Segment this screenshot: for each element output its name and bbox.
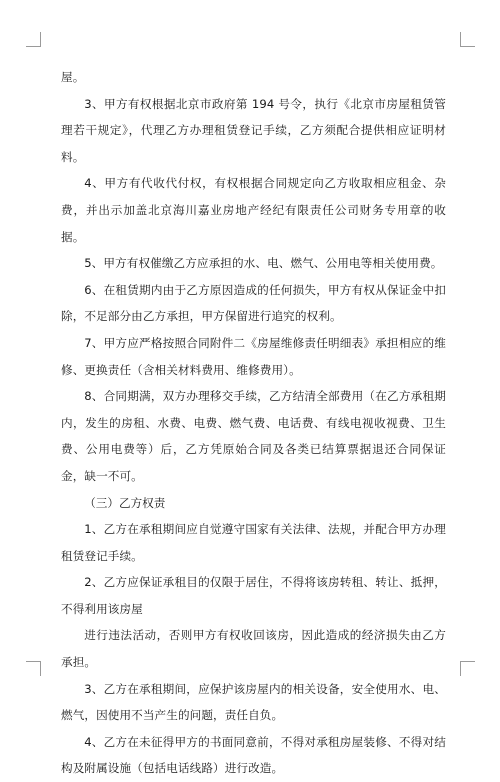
tenant-clause-1: 1、乙方在承租期间应自觉遵守国家有关法律、法规，并配合甲方办理租赁登记手续。: [61, 522, 446, 563]
clause-8-expiry: 8、合同期满，双方办理移交手续，乙方结清全部费用（在乙方承租期内，发生的房租、水费、电费、燃气费、电话费、有线电视收视费、卫生费、公用电费等）后，乙方凭原始合同及各类已结算票据退还合同保证金，缺一不可。: [61, 389, 446, 483]
clause-4-collection: 4、甲方有代收代付权，有权根据合同规定向乙方收取相应租金、杂费，并出示加盖北京海川嘉业房地产经纪有限责任公司财务专用章的收据。: [61, 176, 446, 244]
tenant-clause-3: 3、乙方在承租期间，应保护该房屋内的相关设备，安全使用水、电、燃气，因使用不当产生的问题，责任自负。: [61, 681, 446, 723]
clause-6-losses: 6、在租赁期内由于乙方原因造成的任何损失，甲方有权从保证金中扣除，不足部分由乙方承担，甲方保留进行追究的权利。: [61, 282, 446, 324]
crop-mark-top-left: [26, 32, 41, 47]
tenant-clause-2: 2、乙方应保证承租目的仅限于居住，不得将该房转租、转让、抵押，不得利用该房屋: [61, 575, 446, 616]
crop-mark-bottom-left: [26, 661, 41, 676]
clause-7-repairs: 7、甲方应严格按照合同附件二《房屋维修责任明细表》承担相应的维修、更换责任（含相关材料费用、维修费用）。: [61, 335, 446, 377]
tenant-clause-4: 4、乙方在未征得甲方的书面同意前，不得对承租房屋装修、不得对结构及附属设施（包括电话线路）进行改造。: [61, 734, 446, 776]
tenant-clause-2-continued: 进行违法活动，否则甲方有权收回该房，因此造成的经济损失由乙方承担。: [61, 628, 446, 670]
section-heading-tenant-duties: （三）乙方权责: [84, 495, 166, 510]
clause-3-registration: 3、甲方有权根据北京市政府第 194 号令，执行《北京市房屋租赁管理若干规定》，代理乙方办理租赁登记手续，乙方须配合提供相应证明材料。: [61, 96, 446, 164]
crop-mark-bottom-right: [460, 661, 475, 676]
clause-5-utilities: 5、甲方有权催缴乙方应承担的水、电、燃气、公用电等相关使用费。: [84, 256, 443, 271]
paragraph-continuation: 屋。: [61, 70, 85, 84]
document-body: [61, 64, 446, 782]
crop-mark-top-right: [460, 32, 475, 47]
